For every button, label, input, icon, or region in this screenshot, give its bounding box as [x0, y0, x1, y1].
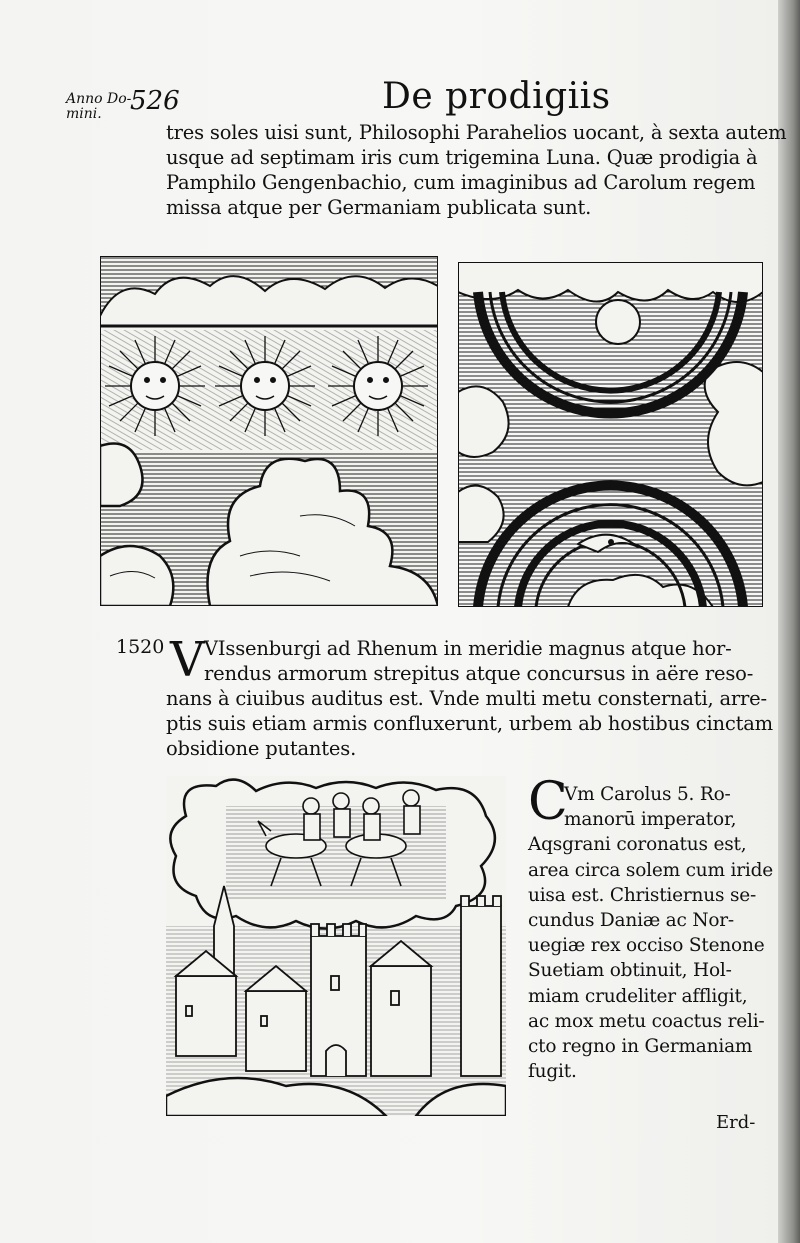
catchword: Erd-: [716, 1112, 756, 1133]
text-line: ac mox metu coactus reli-: [528, 1010, 765, 1032]
sun-1: [105, 336, 205, 436]
text-line: usque ad septimam iris cum trigemina Luna. Quæ prodigia à: [166, 146, 758, 169]
text-line: nans à ciuibus auditus est. Vnde multi metu consternati, arre-: [166, 687, 767, 710]
text-line: area circa solem cum iride: [528, 859, 774, 881]
text-line: obsidione putantes.: [166, 737, 357, 760]
text-line: missa atque per Germaniam publicata sunt.: [166, 196, 592, 219]
text-line: cundus Daniæ ac Nor-: [528, 910, 734, 932]
text-line: cto regno in Germaniam: [528, 1036, 753, 1058]
text-line: tres soles uisi sunt, Philosophi Parahelios uocant, à sexta autem: [166, 121, 787, 144]
text-line: fugit.: [528, 1061, 577, 1083]
paragraph-carolus: [528, 772, 774, 1084]
running-title: De prodigiis: [382, 76, 611, 117]
margin-note-anno-domini: [66, 92, 131, 122]
dropcap-v: V: [170, 632, 205, 688]
paragraph-three-suns: [166, 120, 786, 220]
year-margin-note: 1520: [116, 636, 165, 658]
text-line: Aqsgrani coronatus est,: [528, 834, 747, 856]
margin-note-line: mini.: [66, 106, 102, 122]
riders-over-town-woodcut: [166, 776, 506, 1116]
text-line: uisa est. Christiernus se-: [528, 884, 757, 906]
sun-3: [328, 336, 428, 436]
text-line: uegiæ rex occiso Stenone: [528, 935, 765, 957]
sun-2: [215, 336, 315, 436]
text-line: Pamphilo Gengenbachio, cum imaginibus ad Carolum regem: [166, 171, 756, 194]
three-suns-woodcut: [100, 256, 438, 606]
moon-arcs-woodcut: [458, 262, 763, 607]
text-line: ptis suis etiam armis confluxerunt, urbem ab hostibus cinctam: [166, 712, 773, 735]
paragraph-wissembourg: [166, 632, 773, 761]
dropcap-c: C: [528, 772, 568, 832]
text-line: Suetiam obtinuit, Hol-: [528, 960, 732, 982]
text-line: manorū imperator,: [564, 809, 737, 831]
text-line: Vm Carolus 5. Ro-: [564, 784, 731, 805]
margin-note-line: Anno Do-: [66, 91, 132, 107]
text-line: VIssenburgi ad Rhenum in meridie magnus atque hor-: [204, 637, 732, 660]
text-line: rendus armorum strepitus atque concursus in aëre reso-: [204, 662, 754, 685]
text-line: miam crudeliter affligit,: [528, 985, 748, 1007]
folio-number: 526: [130, 86, 180, 116]
